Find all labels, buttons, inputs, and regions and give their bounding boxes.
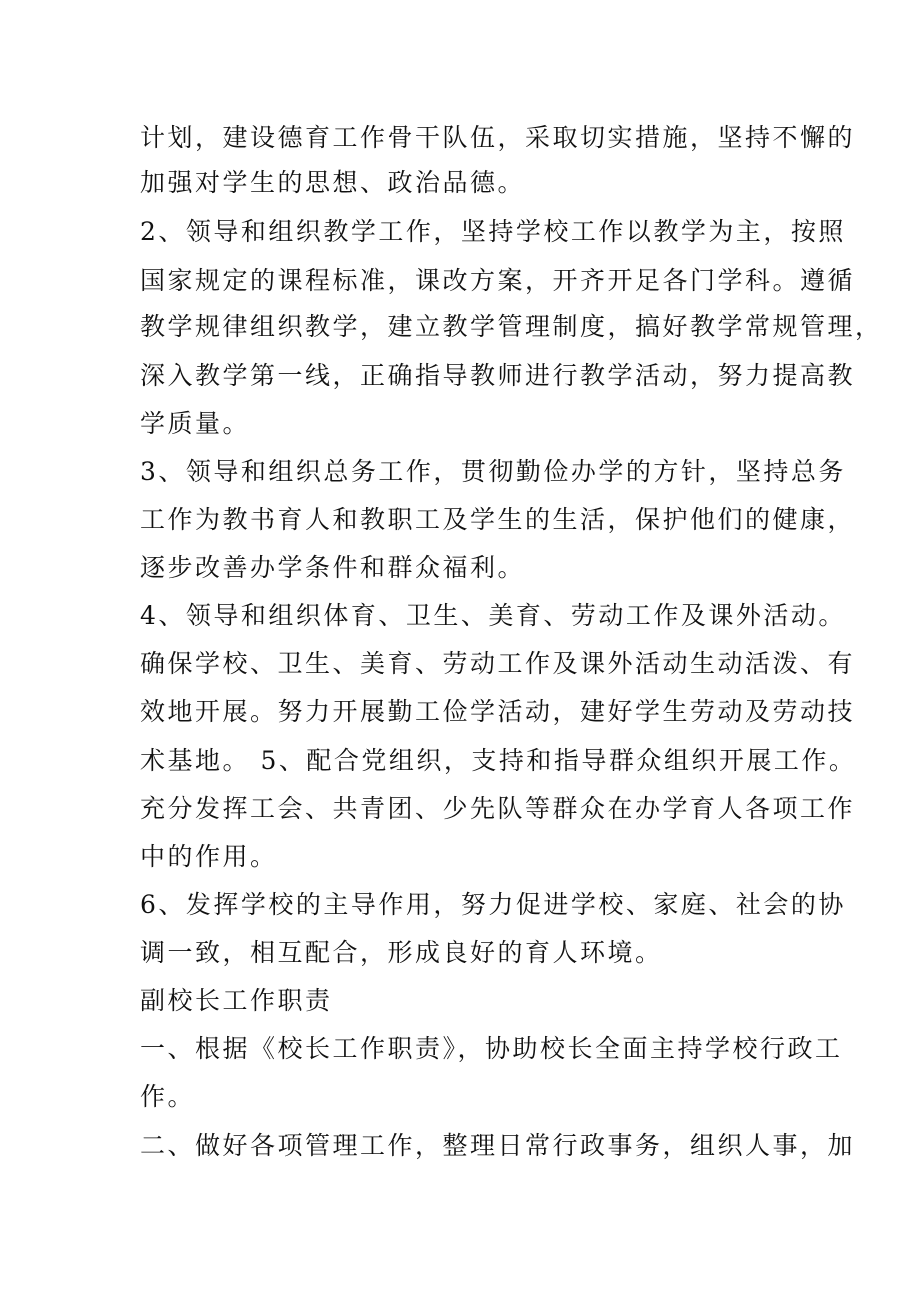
text-line-2: 加强对学生的思想、政治品德。 [140, 168, 526, 197]
text-line-3: 2、领导和组织教学工作，坚持学校工作以教学为主，按照 [140, 217, 846, 246]
text-line-18: 调一致，相互配合，形成良好的育人环境。 [140, 938, 663, 967]
text-line-1: 计划，建设德育工作骨干队伍，采取切实措施，坚持不懈的 [140, 123, 856, 152]
text-line-20: 一、根据《校长工作职责》，协助校长全面主持学校行政工 [140, 1034, 843, 1063]
text-line-22: 二、做好各项管理工作，整理日常行政事务，组织人事，加 [140, 1131, 856, 1160]
text-line-16: 中的作用。 [140, 842, 278, 871]
text-line-5: 教学规律组织教学，建立教学管理制度，搞好教学常规管理， [140, 312, 883, 341]
text-line-17: 6、发挥学校的主导作用，努力促进学校、家庭、社会的协 [140, 890, 846, 919]
text-line-11: 4、领导和组织体育、卫生、美育、劳动工作及课外活动。 [140, 601, 846, 630]
text-line-14: 术基地。 5、配合党组织，支持和指导群众组织开展工作。 [140, 746, 857, 775]
text-line-13: 效地开展。努力开展勤工俭学活动，建好学生劳动及劳动技 [140, 697, 856, 726]
text-line-12: 确保学校、卫生、美育、劳动工作及课外活动生动活泼、有 [140, 649, 856, 678]
text-line-6: 深入教学第一线，正确指导教师进行教学活动，努力提高教 [140, 361, 856, 390]
text-line-10: 逐步改善办学条件和群众福利。 [140, 553, 526, 582]
text-line-21: 作。 [140, 1082, 196, 1111]
section-heading: 副校长工作职责 [140, 986, 333, 1015]
text-line-9: 工作为教书育人和教职工及学生的生活，保护他们的健康， [140, 505, 856, 534]
text-line-8: 3、领导和组织总务工作，贯彻勤俭办学的方针，坚持总务 [140, 457, 846, 486]
text-line-15: 充分发挥工会、共青团、少先队等群众在办学育人各项工作 [140, 794, 856, 823]
text-line-4: 国家规定的课程标准，课改方案，开齐开足各门学科。遵循 [140, 266, 856, 295]
text-line-7: 学质量。 [140, 409, 251, 438]
